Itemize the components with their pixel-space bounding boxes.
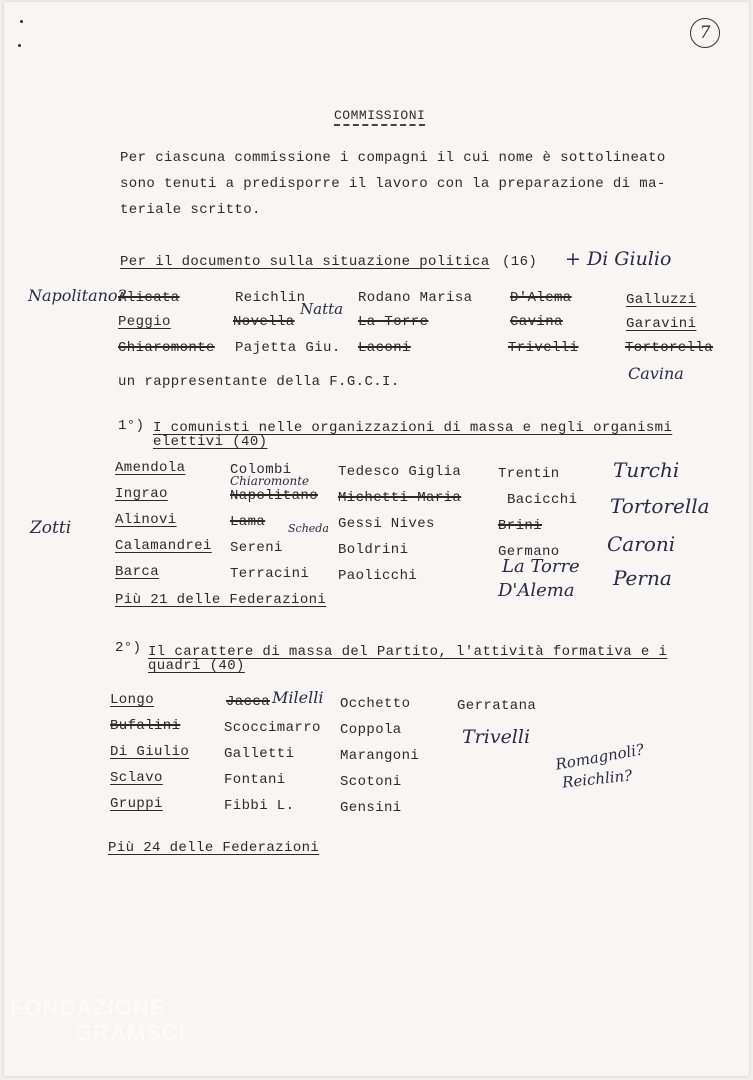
section-number: 1°): [118, 418, 145, 434]
member-name: Longo: [110, 692, 155, 708]
member-name: Gerratana: [457, 698, 537, 714]
fgci-note: un rappresentante della F.G.C.I.: [118, 374, 400, 390]
member-name: Jacca: [226, 694, 271, 710]
section-heading: Il carattere di massa del Partito, l'attività formativa e i: [148, 644, 668, 660]
member-name: Michetti Maria: [338, 490, 462, 506]
member-name: Occhetto: [340, 696, 411, 712]
member-name: Lama: [230, 514, 266, 530]
member-name: Calamandrei: [115, 538, 212, 554]
handwritten-name: Turchi: [613, 458, 680, 482]
intro-line: teriale scritto.: [120, 202, 261, 218]
member-name: Terracini: [230, 566, 310, 582]
section-heading: quadri (40): [148, 658, 245, 674]
member-name: Napolitano: [230, 488, 319, 504]
member-name: Coppola: [340, 722, 402, 738]
handwritten-replacement: Chiaromonte: [230, 474, 310, 488]
member-name: Trentin: [498, 466, 560, 482]
member-name: Novella: [233, 314, 295, 330]
member-name: Gruppi: [110, 796, 163, 812]
federazioni-note: Più 21 delle Federazioni: [115, 592, 327, 608]
page-title: COMMISSIONI: [334, 108, 425, 126]
watermark: FONDAZIONE: [10, 995, 166, 1020]
handwritten-margin-note: Napolitano?: [28, 286, 127, 305]
member-name: Barca: [115, 564, 160, 580]
member-name: Marangoni: [340, 748, 420, 764]
member-name: Bufalini: [110, 718, 181, 734]
punch-mark: [18, 44, 21, 47]
member-name: Tedesco Giglia: [338, 464, 462, 480]
member-name: Boldrini: [338, 542, 409, 558]
handwritten-name: La Torre: [502, 556, 580, 577]
member-name: Paolicchi: [338, 568, 418, 584]
federazioni-note: Più 24 delle Federazioni: [108, 840, 320, 856]
member-name: Tortorella: [625, 340, 714, 356]
member-name: Alicata: [118, 290, 180, 306]
handwritten-note: Reichlin?: [561, 766, 634, 792]
member-name: Bacicchi: [507, 492, 578, 508]
member-name: Scotoni: [340, 774, 402, 790]
member-name: Cavina: [510, 314, 563, 330]
member-name: Galletti: [224, 746, 295, 762]
member-name: Ingrao: [115, 486, 168, 502]
member-name: Laconi: [358, 340, 411, 356]
member-name: Fibbi L.: [224, 798, 295, 814]
member-name: Garavini: [626, 316, 697, 332]
section-count: (16): [502, 254, 538, 270]
handwritten-note: Romagnoli?: [554, 740, 646, 774]
handwritten-addition: + Di Giulio: [565, 248, 672, 270]
member-name: Reichlin: [235, 290, 306, 306]
member-name: Sclavo: [110, 770, 163, 786]
member-name: Galluzzi: [626, 292, 697, 308]
handwritten-name: Caroni: [607, 532, 676, 556]
intro-line: Per ciascuna commissione i compagni il cui nome è sottolineato: [120, 150, 666, 166]
member-name: Pajetta Giu.: [235, 340, 341, 356]
member-name: D'Alema: [510, 290, 572, 306]
handwritten-replacement: Natta: [300, 300, 344, 318]
member-name: La Torre: [358, 314, 429, 330]
member-name: Amendola: [115, 460, 186, 476]
member-name: Sereni: [230, 540, 283, 556]
section-heading: Per il documento sulla situazione politica: [120, 254, 490, 270]
section-heading: elettivi (40): [153, 434, 268, 450]
member-name: Gessi Nives: [338, 516, 435, 532]
member-name: Trivelli: [508, 340, 579, 356]
member-name: Germano: [498, 544, 560, 560]
handwritten-margin-note: Zotti: [30, 518, 72, 538]
handwritten-replacement: Cavina: [628, 364, 684, 383]
member-name: Peggio: [118, 314, 171, 330]
member-name: Fontani: [224, 772, 286, 788]
member-name: Alinovi: [115, 512, 177, 528]
member-name: Brini: [498, 518, 543, 534]
handwritten-name: D'Alema: [498, 580, 575, 601]
intro-line: sono tenuti a predisporre il lavoro con la preparazione di ma-: [120, 176, 666, 192]
punch-mark: [20, 20, 23, 23]
member-name: Chiaromonte: [118, 340, 215, 356]
handwritten-name: Perna: [613, 566, 672, 590]
section-heading: I comunisti nelle organizzazioni di massa e negli organismi: [153, 420, 673, 436]
member-name: Colombi: [230, 462, 292, 478]
handwritten-replacement: Milelli: [272, 688, 324, 707]
page-number: 7: [690, 18, 720, 48]
member-name: Rodano Marisa: [358, 290, 473, 306]
handwritten-name: Tortorella: [610, 494, 710, 518]
handwritten-name: Trivelli: [462, 726, 531, 748]
section-number: 2°): [115, 640, 142, 656]
handwritten-replacement: Scheda: [288, 522, 329, 535]
member-name: Gensini: [340, 800, 402, 816]
member-name: Di Giulio: [110, 744, 190, 760]
member-name: Scoccimarro: [224, 720, 321, 736]
watermark: GRAMSCI: [75, 1020, 186, 1045]
